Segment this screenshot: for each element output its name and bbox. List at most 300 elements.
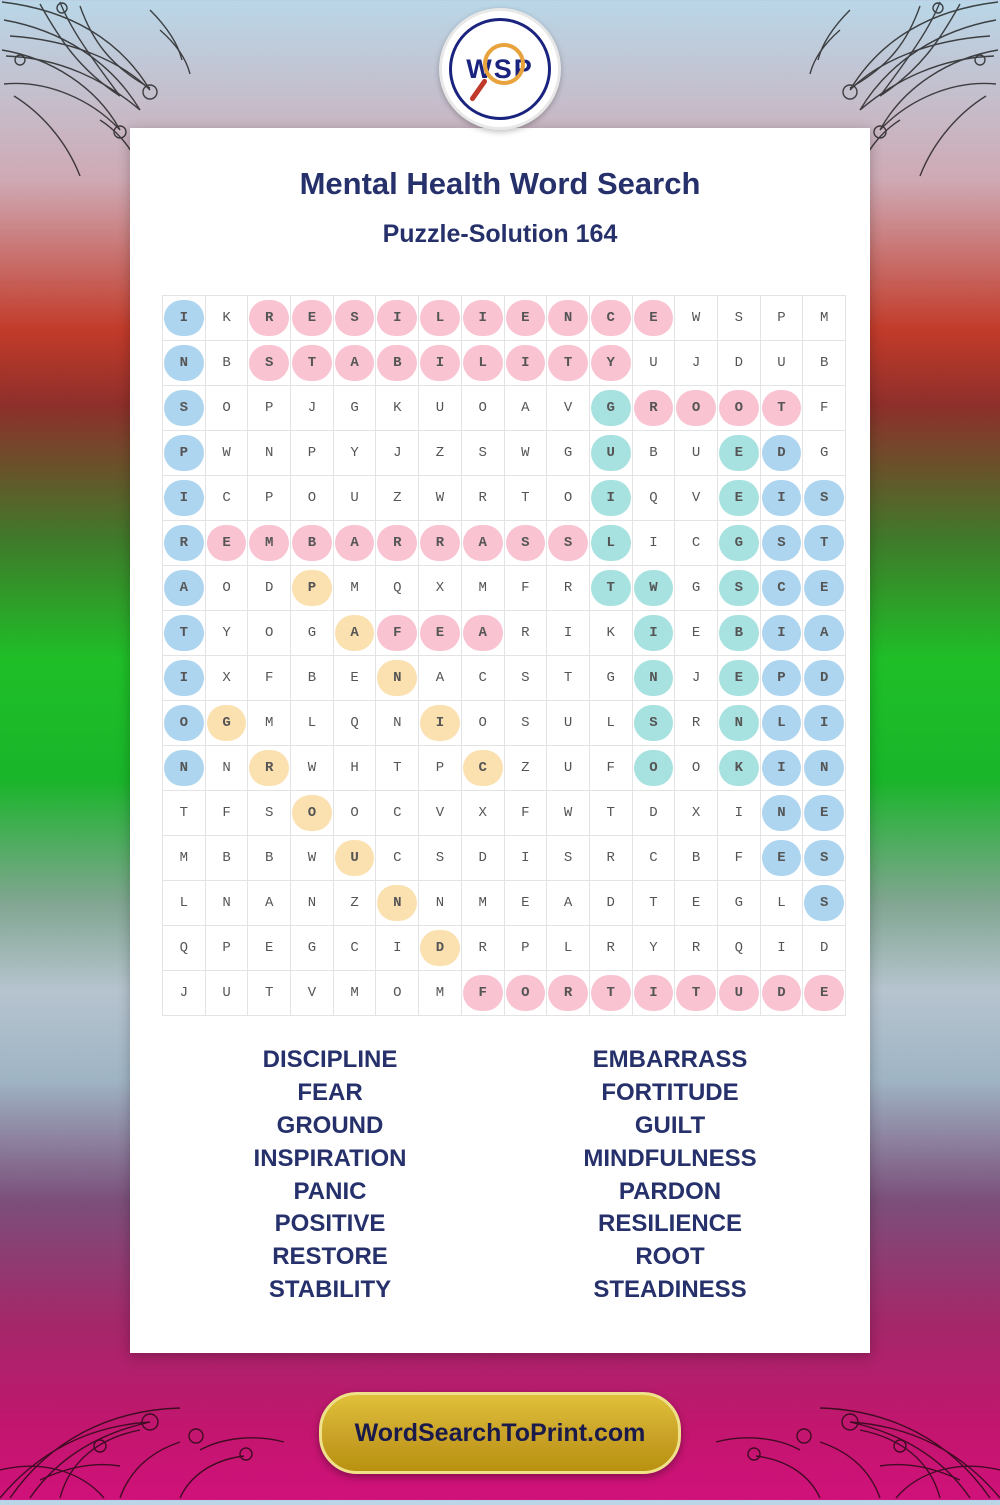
grid-cell — [248, 746, 291, 791]
grid-letter: A — [265, 895, 274, 911]
grid-letter: N — [265, 445, 274, 461]
grid-letter: G — [734, 535, 743, 551]
grid-cell — [803, 971, 846, 1016]
grid-letter: W — [307, 760, 317, 776]
grid-cell — [803, 611, 846, 656]
grid-letter: S — [649, 715, 658, 731]
grid-letter: X — [478, 805, 487, 821]
grid-cell — [461, 701, 504, 746]
word-list-item: STABILITY — [268, 1276, 392, 1304]
grid-cell — [803, 791, 846, 836]
word-list-item: GROUND — [276, 1111, 384, 1139]
grid-cell — [675, 701, 718, 746]
grid-letter: O — [734, 400, 743, 416]
grid-letter: N — [393, 895, 402, 911]
grid-letter: V — [435, 805, 445, 821]
grid-letter: O — [521, 985, 530, 1001]
grid-letter: Y — [350, 445, 359, 461]
grid-letter: B — [691, 850, 701, 866]
grid-letter: U — [563, 760, 573, 776]
grid-letter: B — [393, 355, 402, 371]
grid-letter: P — [222, 940, 231, 956]
grid-letter: W — [435, 490, 445, 506]
grid-letter: A — [819, 625, 829, 641]
grid-cell — [333, 746, 376, 791]
grid-letter: C — [478, 760, 487, 776]
word-list-item: RESILIENCE — [597, 1210, 743, 1238]
grid-cell — [248, 656, 291, 701]
grid-cell — [589, 971, 632, 1016]
grid-letter: O — [478, 715, 487, 731]
grid-letter: F — [478, 985, 487, 1001]
grid-cell — [333, 791, 376, 836]
grid-cell — [205, 611, 248, 656]
grid-cell — [547, 971, 590, 1016]
grid-letter: A — [478, 535, 487, 551]
grid-cell — [760, 791, 803, 836]
grid-letter: U — [649, 355, 658, 371]
grid-cell — [675, 566, 718, 611]
grid-letter: N — [649, 670, 658, 686]
grid-cell — [675, 656, 718, 701]
grid-cell — [419, 386, 462, 431]
grid-letter: U — [350, 490, 359, 506]
grid-cell — [632, 746, 675, 791]
grid-cell — [760, 431, 803, 476]
grid-letter: C — [222, 490, 231, 506]
grid-cell — [419, 881, 462, 926]
grid-letter: N — [179, 760, 189, 776]
grid-letter: D — [265, 580, 274, 596]
grid-cell — [760, 926, 803, 971]
grid-letter: S — [265, 805, 274, 821]
grid-letter: S — [350, 310, 359, 326]
grid-cell — [205, 881, 248, 926]
grid-letter: Y — [222, 625, 231, 641]
grid-letter: C — [777, 580, 786, 596]
grid-letter: K — [606, 625, 615, 641]
grid-cell — [419, 746, 462, 791]
grid-letter: E — [734, 445, 743, 461]
grid-letter: I — [606, 490, 615, 506]
grid-letter: U — [691, 445, 701, 461]
grid-letter: I — [179, 670, 189, 686]
grid-cell — [803, 836, 846, 881]
grid-letter: Y — [606, 355, 615, 371]
grid-letter: J — [179, 985, 189, 1001]
grid-letter: L — [777, 895, 786, 911]
grid-cell — [589, 566, 632, 611]
grid-letter: O — [649, 760, 658, 776]
grid-cell — [803, 296, 846, 341]
grid-cell — [376, 386, 419, 431]
grid-cell — [547, 521, 590, 566]
word-list-item: ROOT — [635, 1243, 705, 1271]
magnifier-icon — [483, 43, 525, 85]
grid-cell — [248, 521, 291, 566]
ornament-bottom-right — [700, 1330, 1000, 1500]
logo-text: WSP — [466, 53, 534, 84]
grid-cell — [632, 341, 675, 386]
grid-cell — [376, 656, 419, 701]
grid-letter: P — [179, 445, 189, 461]
grid-cell — [589, 521, 632, 566]
grid-cell — [504, 521, 547, 566]
grid-letter: R — [393, 535, 402, 551]
grid-letter: N — [179, 355, 189, 371]
grid-cell — [717, 791, 760, 836]
word-list-item: FEAR — [297, 1078, 363, 1106]
grid-cell — [589, 296, 632, 341]
grid-letter: S — [777, 535, 786, 551]
grid-letter: N — [307, 895, 317, 911]
grid-cell — [333, 296, 376, 341]
grid-cell — [205, 656, 248, 701]
grid-letter: H — [350, 760, 359, 776]
grid-letter: L — [777, 715, 786, 731]
grid-cell — [717, 341, 760, 386]
grid-cell — [675, 611, 718, 656]
grid-cell — [632, 521, 675, 566]
grid-cell — [547, 746, 590, 791]
grid-cell — [248, 881, 291, 926]
grid-letter: F — [734, 850, 743, 866]
grid-letter: M — [478, 580, 487, 596]
grid-letter: V — [307, 985, 317, 1001]
grid-letter: T — [265, 985, 274, 1001]
grid-letter: S — [179, 400, 189, 416]
grid-cell — [504, 881, 547, 926]
grid-letter: U — [350, 850, 359, 866]
grid-cell — [589, 431, 632, 476]
grid-cell — [504, 611, 547, 656]
grid-cell — [547, 611, 590, 656]
grid-cell — [760, 701, 803, 746]
grid-cell — [589, 881, 632, 926]
grid-cell — [803, 341, 846, 386]
grid-letter: Y — [649, 940, 658, 956]
grid-cell — [376, 746, 419, 791]
grid-cell — [675, 926, 718, 971]
grid-cell — [547, 341, 590, 386]
grid-cell — [547, 566, 590, 611]
grid-cell — [632, 386, 675, 431]
grid-cell — [419, 476, 462, 521]
grid-cell — [760, 881, 803, 926]
word-list-item: STEADINESS — [593, 1276, 747, 1304]
grid-letter: W — [649, 580, 658, 596]
puzzle-sheet — [130, 128, 870, 1353]
grid-cell — [717, 431, 760, 476]
grid-cell — [760, 296, 803, 341]
grid-cell — [163, 971, 206, 1016]
grid-cell — [760, 476, 803, 521]
grid-letter: U — [734, 985, 743, 1001]
grid-cell — [419, 566, 462, 611]
grid-letter: I — [734, 805, 743, 821]
grid-cell — [248, 701, 291, 746]
grid-letter: Q — [393, 580, 402, 596]
grid-letter: I — [777, 490, 786, 506]
grid-letter: F — [521, 580, 530, 596]
grid-letter: A — [350, 625, 359, 641]
grid-cell — [205, 971, 248, 1016]
grid-cell — [760, 836, 803, 881]
grid-letter: P — [435, 760, 445, 776]
grid-letter: Q — [350, 715, 359, 731]
grid-letter: D — [649, 805, 658, 821]
grid-letter: J — [691, 670, 701, 686]
grid-letter: I — [649, 535, 658, 551]
grid-letter: S — [478, 445, 487, 461]
grid-cell — [163, 881, 206, 926]
grid-cell — [291, 836, 334, 881]
grid-letter: O — [307, 490, 317, 506]
grid-letter: T — [649, 895, 658, 911]
grid-cell — [632, 971, 675, 1016]
grid-cell — [504, 386, 547, 431]
grid-letter: K — [734, 760, 743, 776]
grid-letter: N — [777, 805, 786, 821]
grid-letter: T — [179, 805, 189, 821]
grid-letter: P — [307, 580, 317, 596]
grid-letter: T — [563, 670, 573, 686]
grid-row — [163, 341, 846, 386]
grid-letter: I — [393, 940, 402, 956]
grid-letter: I — [435, 355, 445, 371]
grid-cell — [675, 971, 718, 1016]
grid-letter: E — [521, 310, 530, 326]
grid-cell — [163, 656, 206, 701]
grid-cell — [504, 836, 547, 881]
grid-cell — [760, 566, 803, 611]
grid-letter: F — [265, 670, 274, 686]
grid-letter: Z — [393, 490, 402, 506]
grid-letter: I — [179, 490, 189, 506]
grid-row — [163, 926, 846, 971]
grid-cell — [419, 836, 462, 881]
grid-letter: D — [478, 850, 487, 866]
grid-cell — [291, 926, 334, 971]
grid-cell — [205, 701, 248, 746]
grid-letter: T — [606, 985, 615, 1001]
grid-cell — [419, 431, 462, 476]
grid-cell — [205, 341, 248, 386]
grid-letter: D — [435, 940, 445, 956]
grid-cell — [291, 611, 334, 656]
grid-cell — [504, 926, 547, 971]
grid-letter: W — [521, 445, 530, 461]
grid-letter: V — [563, 400, 573, 416]
grid-cell — [760, 656, 803, 701]
grid-cell — [632, 476, 675, 521]
grid-letter: B — [307, 670, 317, 686]
grid-letter: M — [350, 985, 359, 1001]
grid-letter: W — [307, 850, 317, 866]
grid-row — [163, 971, 846, 1016]
grid-cell — [333, 701, 376, 746]
grid-letter: I — [478, 310, 487, 326]
grid-cell — [291, 341, 334, 386]
grid-row — [163, 656, 846, 701]
grid-letter: P — [777, 310, 786, 326]
grid-cell — [376, 701, 419, 746]
word-list-item: PANIC — [293, 1177, 367, 1205]
word-list-item: FORTITUDE — [601, 1078, 739, 1106]
grid-cell — [504, 566, 547, 611]
grid-letter: G — [307, 625, 317, 641]
grid-letter: B — [734, 625, 743, 641]
grid-letter: U — [606, 445, 615, 461]
grid-letter: E — [222, 535, 231, 551]
grid-letter: E — [734, 670, 743, 686]
grid-letter: R — [691, 940, 701, 956]
grid-cell — [205, 746, 248, 791]
grid-cell — [333, 656, 376, 701]
grid-cell — [333, 926, 376, 971]
grid-cell — [376, 296, 419, 341]
grid-letter: R — [265, 310, 274, 326]
grid-cell — [717, 521, 760, 566]
grid-letter: U — [435, 400, 445, 416]
grid-cell — [803, 521, 846, 566]
grid-row — [163, 746, 846, 791]
grid-letter: I — [777, 625, 786, 641]
grid-cell — [675, 746, 718, 791]
grid-letter: J — [307, 400, 317, 416]
grid-letter: X — [222, 670, 231, 686]
grid-cell — [461, 476, 504, 521]
grid-cell — [589, 746, 632, 791]
grid-cell — [675, 881, 718, 926]
grid-cell — [547, 431, 590, 476]
grid-letter: O — [350, 805, 359, 821]
grid-cell — [461, 926, 504, 971]
grid-row — [163, 431, 846, 476]
grid-letter: L — [435, 310, 445, 326]
grid-cell — [547, 926, 590, 971]
grid-cell — [205, 836, 248, 881]
word-list-item: RESTORE — [272, 1243, 388, 1271]
grid-cell — [675, 476, 718, 521]
grid-letter: S — [563, 535, 573, 551]
grid-cell — [376, 836, 419, 881]
grid-cell — [248, 836, 291, 881]
grid-letter: J — [691, 355, 701, 371]
grid-letter: O — [222, 580, 231, 596]
grid-cell — [333, 341, 376, 386]
grid-cell — [291, 701, 334, 746]
grid-cell — [333, 521, 376, 566]
grid-cell — [333, 971, 376, 1016]
grid-letter: M — [179, 850, 189, 866]
grid-cell — [461, 611, 504, 656]
grid-cell — [717, 926, 760, 971]
grid-cell — [291, 296, 334, 341]
grid-letter: L — [179, 895, 189, 911]
grid-cell — [248, 476, 291, 521]
grid-cell — [461, 656, 504, 701]
grid-cell — [803, 926, 846, 971]
grid-cell — [589, 701, 632, 746]
grid-cell — [333, 566, 376, 611]
grid-cell — [419, 971, 462, 1016]
grid-cell — [717, 971, 760, 1016]
grid-cell — [376, 341, 419, 386]
grid-letter: K — [222, 310, 231, 326]
grid-letter: N — [435, 895, 445, 911]
grid-cell — [248, 791, 291, 836]
grid-letter: G — [222, 715, 231, 731]
grid-letter: S — [819, 850, 829, 866]
grid-cell — [632, 701, 675, 746]
grid-letter: D — [819, 940, 829, 956]
grid-letter: A — [563, 895, 573, 911]
grid-cell — [504, 476, 547, 521]
grid-letter: G — [734, 895, 743, 911]
grid-cell — [504, 656, 547, 701]
word-list-right — [520, 1044, 820, 1307]
grid-letter: W — [691, 310, 701, 326]
grid-cell — [419, 341, 462, 386]
grid-letter: R — [521, 625, 530, 641]
grid-cell — [291, 656, 334, 701]
grid-cell — [504, 341, 547, 386]
grid-cell — [461, 836, 504, 881]
grid-cell — [717, 656, 760, 701]
grid-cell — [205, 926, 248, 971]
grid-row — [163, 611, 846, 656]
grid-cell — [760, 611, 803, 656]
grid-letter: D — [734, 355, 743, 371]
page-title: Mental Health Word Search — [299, 166, 701, 201]
grid-letter: V — [691, 490, 701, 506]
grid-cell — [291, 881, 334, 926]
grid-letter: B — [222, 850, 231, 866]
grid-row — [163, 476, 846, 521]
grid-letter: E — [435, 625, 445, 641]
grid-letter: J — [393, 445, 402, 461]
grid-letter: R — [563, 985, 573, 1001]
grid-letter: Q — [179, 940, 189, 956]
grid-letter: C — [393, 805, 402, 821]
grid-cell — [163, 746, 206, 791]
grid-letter: F — [819, 400, 829, 416]
grid-cell — [547, 701, 590, 746]
grid-letter: B — [819, 355, 829, 371]
grid-cell — [205, 431, 248, 476]
grid-cell — [504, 701, 547, 746]
grid-letter: E — [307, 310, 317, 326]
grid-letter: S — [265, 355, 274, 371]
grid-cell — [717, 476, 760, 521]
grid-cell — [632, 656, 675, 701]
grid-letter: I — [649, 625, 658, 641]
grid-letter: O — [563, 490, 573, 506]
grid-cell — [675, 296, 718, 341]
grid-letter: T — [606, 580, 615, 596]
grid-cell — [419, 701, 462, 746]
grid-letter: I — [521, 355, 530, 371]
grid-letter: S — [521, 535, 530, 551]
grid-letter: E — [649, 310, 658, 326]
grid-letter: Z — [521, 760, 530, 776]
website-button[interactable] — [319, 1392, 681, 1474]
grid-letter: I — [563, 625, 573, 641]
grid-cell — [248, 926, 291, 971]
grid-cell — [717, 701, 760, 746]
grid-cell — [589, 611, 632, 656]
